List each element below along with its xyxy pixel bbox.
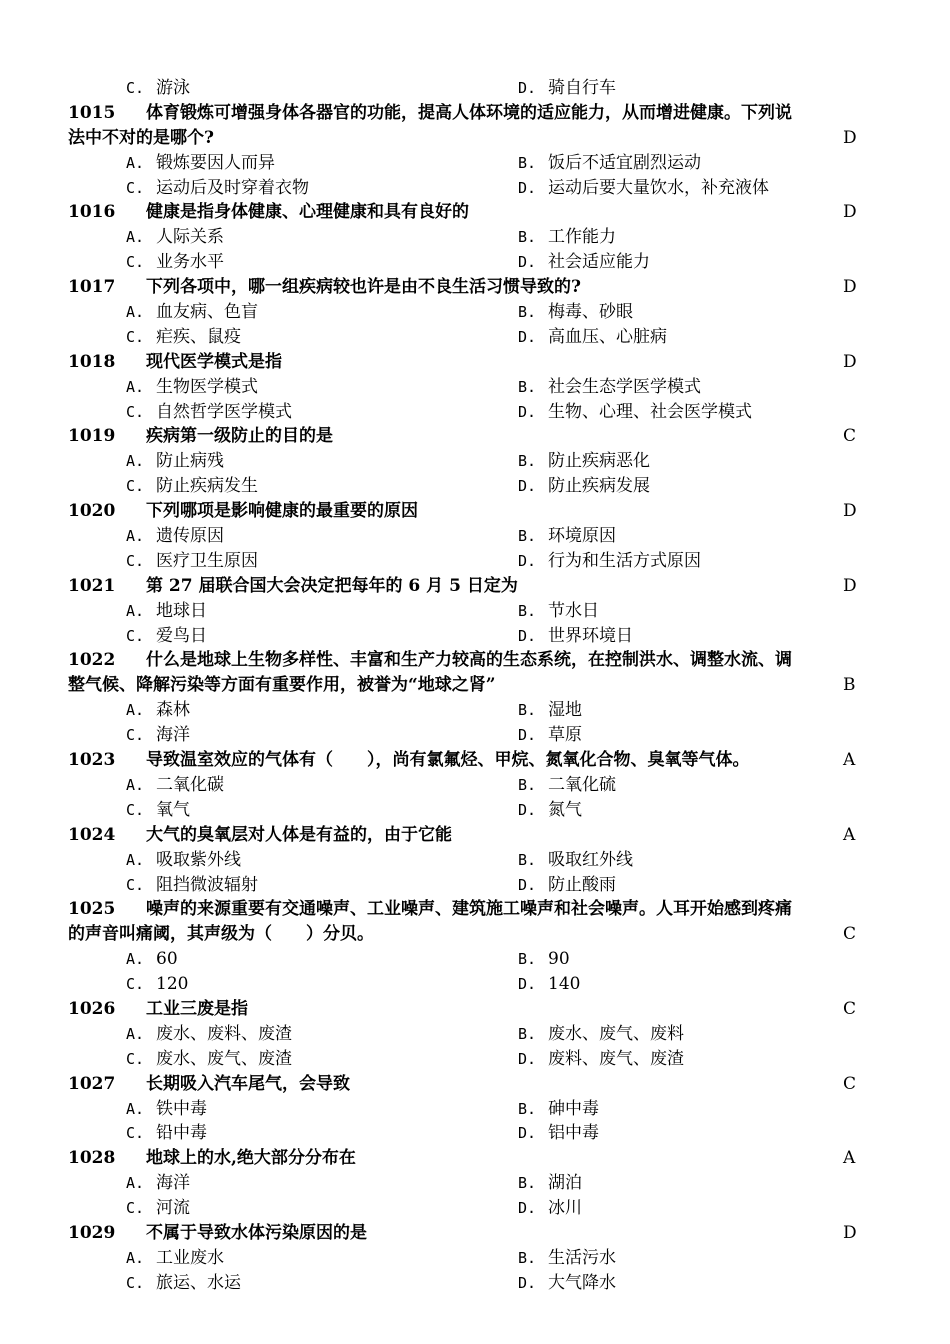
question-text: 导致温室效应的气体有（ ），尚有氯氟烃、甲烷、氮氧化合物、臭氧等气体。: [146, 750, 750, 771]
option-text: 社会生态学医学模式: [548, 376, 701, 397]
answer-key: C: [843, 924, 857, 945]
answer-key: D: [843, 351, 857, 372]
option-b: [518, 300, 633, 325]
option-row: [0, 76, 950, 101]
option-c: [126, 1047, 292, 1072]
option-c: [126, 176, 309, 201]
question-row: [0, 1221, 950, 1246]
option-c: [126, 400, 292, 425]
question-text: 健康是指身体健康、心理健康和具有良好的: [146, 202, 469, 223]
option-a: [126, 773, 224, 798]
question-text-cont: 法中不对的是哪个?: [68, 127, 214, 148]
option-text: 铝中毒: [548, 1123, 599, 1144]
option-text: 生物、心理、社会医学模式: [548, 401, 752, 422]
option-text: 60: [156, 949, 178, 970]
question-number: 1015: [68, 102, 116, 123]
question-row: [0, 897, 950, 922]
option-row: [0, 1196, 950, 1221]
option-c: [126, 1271, 241, 1296]
option-c: [126, 325, 241, 350]
option-text: 草原: [548, 725, 582, 746]
question-number: 1029: [68, 1222, 116, 1243]
option-text: 疟疾、鼠疫: [156, 326, 241, 347]
answer-key: A: [843, 824, 856, 845]
answer-key: C: [843, 1073, 857, 1094]
option-text: 冰川: [548, 1198, 582, 1219]
option-letter: B.: [518, 850, 537, 869]
answer-key: D: [843, 277, 857, 298]
option-letter: A.: [126, 1024, 145, 1043]
answer-key: D: [843, 202, 857, 223]
option-text: 砷中毒: [548, 1098, 599, 1119]
option-text: 防止疾病发生: [156, 476, 258, 497]
question-number: 1016: [68, 202, 116, 223]
question-row: [0, 748, 950, 773]
option-text: 阻挡微波辐射: [156, 874, 258, 895]
option-letter: A.: [126, 228, 145, 247]
option-d: [518, 474, 650, 499]
option-letter: D.: [518, 1049, 537, 1068]
question-row: [0, 574, 950, 599]
option-row: [0, 1246, 950, 1271]
question-row: [0, 499, 950, 524]
question-text-cont: 的声音叫痛阈，其声级为（ ）分贝。: [68, 924, 374, 945]
option-text: 人际关系: [156, 227, 224, 248]
option-letter: A.: [126, 452, 145, 471]
option-b: [518, 449, 650, 474]
question-row: [0, 101, 950, 126]
question-number: 1025: [68, 899, 116, 920]
option-letter: A.: [126, 153, 145, 172]
option-text: 防止疾病恶化: [548, 451, 650, 472]
question-row: [0, 1146, 950, 1171]
option-text: 二氧化碳: [156, 774, 224, 795]
option-text: 河流: [156, 1198, 190, 1219]
option-text: 生活污水: [548, 1247, 616, 1268]
option-b: [518, 1022, 684, 1047]
option-text: 湖泊: [548, 1173, 582, 1194]
option-letter: D.: [518, 726, 537, 745]
question-text: 工业三废是指: [146, 998, 248, 1019]
option-text: 氧气: [156, 799, 190, 820]
option-text: 自然哲学医学模式: [156, 401, 292, 422]
answer-key: A: [843, 750, 856, 771]
answer-key: C: [843, 998, 857, 1019]
option-d: [518, 1271, 616, 1296]
option-text: 防止疾病发展: [548, 476, 650, 497]
option-text: 高血压、心脏病: [548, 326, 667, 347]
option-b: [518, 773, 616, 798]
option-letter: B.: [518, 775, 537, 794]
option-d: [518, 873, 616, 898]
option-text: 吸取红外线: [548, 849, 633, 870]
option-text: 运动后要大量饮水，补充液体: [548, 177, 769, 198]
option-letter: B.: [518, 601, 537, 620]
option-c: [126, 873, 258, 898]
option-row: [0, 474, 950, 499]
question-text: 下列各项中，哪一组疾病较也许是由不良生活习惯导致的?: [146, 277, 581, 298]
option-letter: C.: [126, 178, 145, 197]
option-d: [518, 176, 769, 201]
option-a: [126, 300, 258, 325]
option-text: 遗传原因: [156, 526, 224, 547]
option-row: [0, 225, 950, 250]
option-letter: A.: [126, 775, 145, 794]
answer-key: D: [843, 501, 857, 522]
option-text: 工业废水: [156, 1247, 224, 1268]
option-letter: B.: [518, 527, 537, 546]
option-row: [0, 1271, 950, 1296]
option-letter: C.: [126, 626, 145, 645]
option-row: [0, 848, 950, 873]
option-letter: A.: [126, 303, 145, 322]
question-row-cont: [0, 126, 950, 151]
option-b: [518, 599, 599, 624]
option-text: 业务水平: [156, 252, 224, 273]
question-number: 1020: [68, 501, 116, 522]
option-text: 大气降水: [548, 1272, 616, 1293]
option-a: [126, 375, 258, 400]
answer-key: C: [843, 426, 857, 447]
option-b: [518, 1171, 582, 1196]
option-text: 铅中毒: [156, 1123, 207, 1144]
option-letter: B.: [518, 153, 537, 172]
option-letter: B.: [518, 1174, 537, 1193]
option-text: 饭后不适宜剧烈运动: [548, 152, 701, 173]
option-text: 废水、废料、废渣: [156, 1023, 292, 1044]
option-row: [0, 449, 950, 474]
option-a: [126, 1022, 292, 1047]
option-letter: B.: [518, 1024, 537, 1043]
option-letter: C.: [126, 875, 145, 894]
option-a: [126, 947, 178, 972]
option-letter: B.: [518, 1248, 537, 1267]
option-letter: A.: [126, 1099, 145, 1118]
option-letter: C.: [126, 975, 145, 994]
option-d: D. 骑自行车: [518, 78, 616, 98]
option-b: [518, 698, 582, 723]
option-text: 锻炼要因人而异: [156, 152, 275, 173]
option-a: [126, 524, 224, 549]
question-row-cont: [0, 673, 950, 698]
option-letter: C.: [126, 402, 145, 421]
option-letter: A.: [126, 601, 145, 620]
option-text: 爱鸟日: [156, 625, 207, 646]
option-letter: D.: [518, 800, 537, 819]
option-c: [126, 1121, 207, 1146]
option-text: 社会适应能力: [548, 252, 650, 273]
option-letter: B.: [518, 377, 537, 396]
option-c: [126, 798, 190, 823]
option-row: [0, 1097, 950, 1122]
option-row: [0, 723, 950, 748]
question-row: [0, 350, 950, 375]
option-row: [0, 1022, 950, 1047]
option-letter: B.: [518, 452, 537, 471]
option-a: [126, 1097, 207, 1122]
option-letter: D.: [518, 327, 537, 346]
option-letter: B.: [518, 228, 537, 247]
option-row: [0, 151, 950, 176]
option-letter: B.: [518, 1099, 537, 1118]
option-d: [518, 624, 633, 649]
option-row: [0, 375, 950, 400]
option-d: [518, 549, 701, 574]
option-d: [518, 1121, 599, 1146]
option-letter: A.: [126, 701, 145, 720]
option-letter: C.: [126, 1199, 145, 1218]
question-number: 1018: [68, 351, 116, 372]
option-text: 氮气: [548, 799, 582, 820]
option-b: [518, 1097, 599, 1122]
question-number: 1027: [68, 1073, 116, 1094]
option-c: [126, 474, 258, 499]
option-letter: D.: [518, 253, 537, 272]
option-letter: C.: [126, 477, 145, 496]
option-row: [0, 599, 950, 624]
question-row: [0, 275, 950, 300]
option-text: 节水日: [548, 600, 599, 621]
option-letter: A.: [126, 1174, 145, 1193]
option-letter: A.: [126, 1248, 145, 1267]
option-d: [518, 250, 650, 275]
option-letter: C.: [126, 1049, 145, 1068]
answer-key: D: [843, 1222, 857, 1243]
option-d: [518, 400, 752, 425]
question-text: 第 27 届联合国大会决定把每年的 6 月 5 日定为: [146, 575, 518, 596]
option-text: 梅毒、砂眼: [548, 302, 633, 323]
option-d: [518, 1196, 582, 1221]
option-a: [126, 698, 190, 723]
option-letter: D.: [518, 875, 537, 894]
option-letter: C.: [126, 327, 145, 346]
option-d: [518, 1047, 684, 1072]
option-c: [126, 250, 224, 275]
option-b: [518, 524, 616, 549]
option-row: [0, 1121, 950, 1146]
option-letter: D.: [518, 551, 537, 570]
option-text: 环境原因: [548, 526, 616, 547]
option-text: 铁中毒: [156, 1098, 207, 1119]
option-row: [0, 250, 950, 275]
question-row-cont: [0, 922, 950, 947]
question-number: 1028: [68, 1148, 116, 1169]
option-letter: A.: [126, 377, 145, 396]
answer-key: D: [843, 575, 857, 596]
option-b: [518, 375, 701, 400]
option-row: [0, 773, 950, 798]
option-text: 90: [548, 949, 570, 970]
question-number: 1017: [68, 277, 116, 298]
option-letter: D.: [518, 1199, 537, 1218]
option-letter: D.: [518, 402, 537, 421]
option-text: 海洋: [156, 725, 190, 746]
option-text: 地球日: [156, 600, 207, 621]
option-text: 吸取紫外线: [156, 849, 241, 870]
option-text: 废水、废气、废渣: [156, 1048, 292, 1069]
question-row: [0, 823, 950, 848]
option-text: 防止酸雨: [548, 874, 616, 895]
option-letter: C.: [126, 253, 145, 272]
option-row: [0, 624, 950, 649]
option-row: [0, 947, 950, 972]
option-a: [126, 848, 241, 873]
option-c: [126, 624, 207, 649]
option-row: [0, 1171, 950, 1196]
option-row: [0, 176, 950, 201]
option-text: 血友病、色盲: [156, 302, 258, 323]
option-text: 医疗卫生原因: [156, 550, 258, 571]
question-row: [0, 648, 950, 673]
option-text: 废水、废气、废料: [548, 1023, 684, 1044]
option-d: [518, 972, 580, 997]
question-text: 体育锻炼可增强身体各器官的功能，提高人体环境的适应能力，从而增进健康。下列说: [146, 102, 792, 123]
option-row: [0, 524, 950, 549]
option-a: [126, 1246, 224, 1271]
question-number: 1024: [68, 824, 116, 845]
option-letter: C.: [126, 800, 145, 819]
question-text: 现代医学模式是指: [146, 351, 282, 372]
option-a: [126, 599, 207, 624]
option-text: 海洋: [156, 1173, 190, 1194]
option-letter: D.: [518, 1124, 537, 1143]
option-letter: A.: [126, 850, 145, 869]
option-letter: C.: [126, 1124, 145, 1143]
answer-key: A: [843, 1148, 856, 1169]
option-text: 废料、废气、废渣: [548, 1048, 684, 1069]
question-text: 地球上的水,绝大部分分布在: [146, 1148, 356, 1169]
question-number: 1026: [68, 998, 116, 1019]
question-number: 1023: [68, 750, 116, 771]
question-text: 噪声的来源重要有交通噪声、工业噪声、建筑施工噪声和社会噪声。人耳开始感到疼痛: [146, 899, 792, 920]
option-letter: C.: [126, 726, 145, 745]
option-text: 行为和生活方式原因: [548, 550, 701, 571]
question-text: 疾病第一级防止的目的是: [146, 426, 333, 447]
question-text: 长期吸入汽车尾气，会导致: [146, 1073, 350, 1094]
option-text: 二氧化硫: [548, 774, 616, 795]
option-text: 工作能力: [548, 227, 616, 248]
option-row: [0, 698, 950, 723]
option-letter: C.: [126, 1273, 145, 1292]
option-text: 120: [156, 974, 189, 995]
option-c: [126, 1196, 190, 1221]
option-c: [126, 972, 188, 997]
option-row: [0, 1047, 950, 1072]
option-d: [518, 798, 582, 823]
option-letter: A.: [126, 950, 145, 969]
option-text: 湿地: [548, 700, 582, 721]
option-row: [0, 400, 950, 425]
option-d: [518, 723, 582, 748]
question-row: [0, 997, 950, 1022]
option-letter: D.: [518, 1273, 537, 1292]
option-text: 防止病残: [156, 451, 224, 472]
option-letter: C.: [126, 551, 145, 570]
option-letter: D.: [518, 626, 537, 645]
exam-sheet: [0, 76, 950, 1296]
question-number: 1019: [68, 426, 116, 447]
answer-key: D: [843, 127, 857, 148]
option-letter: D.: [518, 975, 537, 994]
option-b: [518, 151, 701, 176]
option-row: [0, 798, 950, 823]
option-letter: A.: [126, 527, 145, 546]
option-b: [518, 225, 616, 250]
option-d: [518, 325, 667, 350]
question-text: 下列哪项是影响健康的最重要的原因: [146, 501, 418, 522]
option-c: [126, 723, 190, 748]
question-row: [0, 424, 950, 449]
option-letter: D.: [518, 178, 537, 197]
option-letter: B.: [518, 701, 537, 720]
question-text: 什么是地球上生物多样性、丰富和生产力较高的生态系统，在控制洪水、调整水流、调: [146, 650, 792, 671]
question-row: [0, 200, 950, 225]
option-a: [126, 449, 224, 474]
question-text: 不属于导致水体污染原因的是: [146, 1222, 367, 1243]
option-text: 140: [548, 974, 581, 995]
option-a: [126, 225, 224, 250]
option-b: [518, 947, 570, 972]
question-number: 1022: [68, 650, 116, 671]
answer-key: B: [843, 675, 856, 696]
option-letter: B.: [518, 303, 537, 322]
option-row: [0, 549, 950, 574]
option-letter: D.: [518, 477, 537, 496]
option-text: 世界环境日: [548, 625, 633, 646]
option-row: [0, 300, 950, 325]
option-text: 生物医学模式: [156, 376, 258, 397]
question-row: [0, 1072, 950, 1097]
option-b: [518, 848, 633, 873]
option-row: [0, 325, 950, 350]
option-a: [126, 151, 275, 176]
option-letter: B.: [518, 950, 537, 969]
option-a: [126, 1171, 190, 1196]
option-text: 运动后及时穿着衣物: [156, 177, 309, 198]
option-row: [0, 873, 950, 898]
option-b: [518, 1246, 616, 1271]
question-text-cont: 整气候、降解污染等方面有重要作用，被誉为“地球之肾”: [68, 675, 496, 696]
option-row: [0, 972, 950, 997]
option-c: [126, 549, 258, 574]
option-text: 旅运、水运: [156, 1272, 241, 1293]
question-text: 大气的臭氧层对人体是有益的，由于它能: [146, 824, 452, 845]
option-c: C. 游泳: [126, 78, 190, 98]
question-number: 1021: [68, 575, 116, 596]
option-text: 森林: [156, 700, 190, 721]
